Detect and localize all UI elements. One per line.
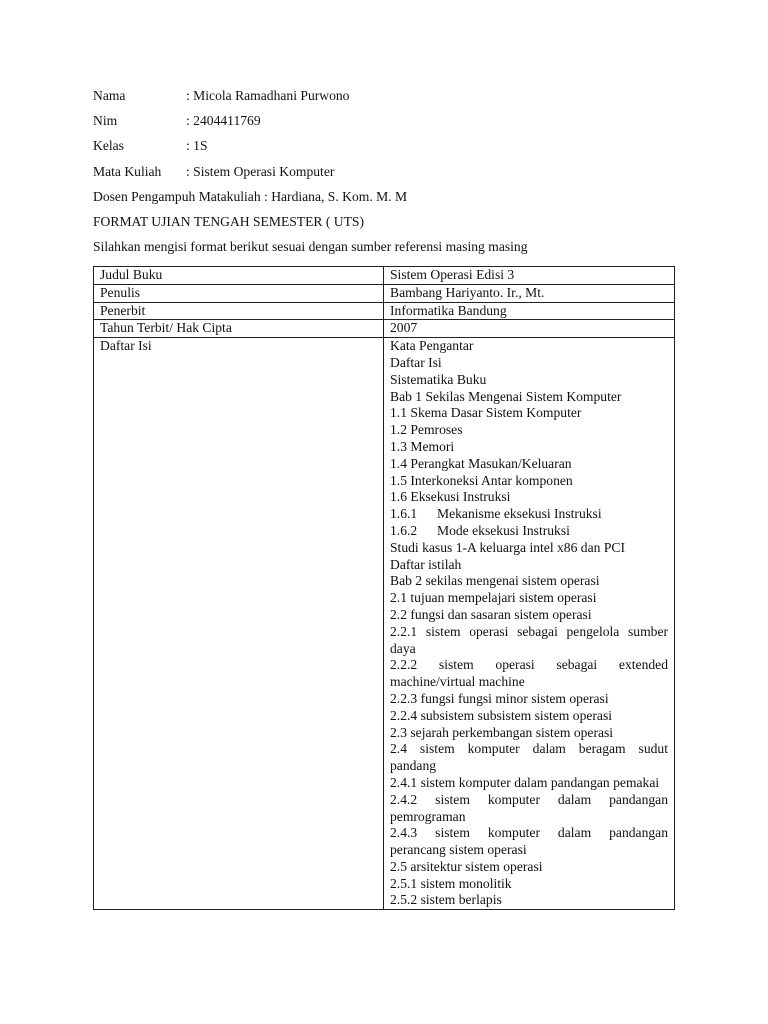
toc-item: 2.2.3 fungsi fungsi minor sistem operasi	[390, 690, 609, 706]
toc-item: Studi kasus 1-A keluarga intel x86 dan PCI	[390, 539, 625, 555]
toc-item: Kata Pengantar	[390, 338, 474, 354]
table-row	[94, 302, 675, 320]
nim-label: Nim	[93, 113, 118, 129]
toc-item: 1.1 Skema Dasar Sistem Komputer	[390, 405, 582, 421]
toc-item: Bab 2 sekilas mengenai sistem operasi	[390, 573, 600, 589]
toc-item: Daftar istilah	[390, 556, 462, 572]
table-row	[94, 267, 675, 285]
toc-cell	[384, 338, 675, 910]
matkul-row	[93, 163, 683, 188]
nama-row	[93, 87, 683, 112]
book-info-table	[93, 266, 675, 910]
toc-item: 1.3 Memori	[390, 438, 455, 454]
toc-item: 2.4.3 sistem komputer dalam pandangan perancang sistem operasi	[390, 825, 668, 858]
penulis-value: Bambang Hariyanto. Ir., Mt.	[384, 284, 675, 302]
tahun-value: 2007	[384, 320, 675, 338]
toc-item: 2.5 arsitektur sistem operasi	[390, 858, 543, 874]
toc-item: 2.1 tujuan mempelajari sistem operasi	[390, 590, 597, 606]
toc-item: 2.5.2 sistem berlapis	[390, 892, 502, 908]
dosen-line: Dosen Pengampuh Matakuliah : Hardiana, S. Kom. M. M	[93, 188, 408, 204]
tahun-label: Tahun Terbit/ Hak Cipta	[94, 320, 384, 338]
nim-value: : 2404411769	[186, 113, 261, 129]
toc-item: 2.5.1 sistem monolitik	[390, 875, 512, 891]
toc-item: Sistematika Buku	[390, 371, 487, 387]
toc-item: 1.6 Eksekusi Instruksi	[390, 489, 511, 505]
toc-item: Daftar Isi	[390, 354, 442, 370]
header-block	[93, 87, 683, 263]
toc-item: 2.4.1 sistem komputer dalam pandangan pemakai	[390, 774, 660, 790]
kelas-row	[93, 137, 683, 162]
toc-item: 1.2 Pemroses	[390, 422, 463, 438]
penerbit-label: Penerbit	[94, 302, 384, 320]
toc-subitem-text: Mekanisme eksekusi Instruksi	[437, 506, 602, 522]
toc-item: 2.2.2 sistem operasi sebagai extended machine/virtual machine	[390, 657, 668, 690]
format-line: FORMAT UJIAN TENGAH SEMESTER ( UTS)	[93, 213, 365, 229]
daftar-isi-label: Daftar Isi	[94, 338, 384, 910]
penerbit-value: Informatika Bandung	[384, 302, 675, 320]
table-row	[94, 338, 675, 910]
toc-subitem-text: Mode eksekusi Instruksi	[437, 522, 570, 538]
toc-item: 2.4 sistem komputer dalam beragam sudut pandang	[390, 741, 668, 774]
nama-value: : Micola Ramadhani Purwono	[186, 88, 350, 103]
toc-item: 2.4.2 sistem komputer dalam pandangan pemrograman	[390, 791, 668, 824]
toc-subitem	[390, 523, 668, 540]
toc-subitem-number: 1.6.2	[390, 522, 418, 538]
judul-label: Judul Buku	[94, 267, 384, 285]
judul-value: Sistem Operasi Edisi 3	[384, 267, 675, 285]
kelas-label: Kelas	[93, 138, 124, 154]
penulis-label: Penulis	[94, 284, 384, 302]
toc-item: 2.2.4 subsistem subsistem sistem operasi	[390, 707, 613, 723]
toc-item: 2.3 sejarah perkembangan sistem operasi	[390, 724, 614, 740]
matkul-value: : Sistem Operasi Komputer	[186, 163, 335, 179]
toc-item: 1.5 Interkoneksi Antar komponen	[390, 472, 573, 488]
kelas-value: : 1S	[186, 138, 208, 154]
table-row	[94, 284, 675, 302]
toc-item: 2.2.1 sistem operasi sebagai pengelola sumber daya	[390, 623, 668, 656]
nama-label: Nama	[93, 88, 126, 103]
toc-subitem-number: 1.6.1	[390, 506, 418, 522]
toc-subitem	[390, 506, 668, 523]
toc-item: 2.2 fungsi dan sasaran sistem operasi	[390, 606, 592, 622]
toc-item: Bab 1 Sekilas Mengenai Sistem Komputer	[390, 388, 622, 404]
instruction-line: Silahkan mengisi format berikut sesuai dengan sumber referensi masing masing	[93, 239, 528, 255]
toc-item: 1.4 Perangkat Masukan/Keluaran	[390, 455, 572, 471]
nim-row	[93, 112, 683, 137]
table-row	[94, 320, 675, 338]
matkul-label: Mata Kuliah	[93, 163, 162, 179]
